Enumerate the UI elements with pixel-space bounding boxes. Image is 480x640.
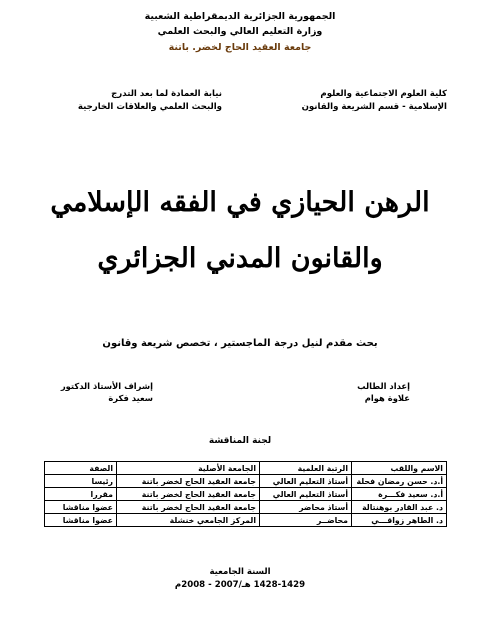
student-name: علاوة هوام <box>364 393 410 403</box>
university-name: جامعة العقيد الحاج لخضر. باتنة <box>168 42 312 53</box>
student-block <box>357 380 410 404</box>
member-name: د. عبد القادر بوهنتالة <box>352 501 447 514</box>
member-role: مقررا <box>45 488 117 501</box>
member-university: جامعة العقيد الحاج لخضر باتنة <box>117 488 260 501</box>
supervisor-block <box>61 380 153 404</box>
member-university: جامعة العقيد الحاج لخضر باتنة <box>117 475 260 488</box>
thesis-subtitle: بحث مقدم لنيل درجة الماجستير ، تخصص شريعة وقانون <box>102 338 378 349</box>
member-role: رئيسا <box>45 475 117 488</box>
member-role: عضوا مناقشا <box>45 514 117 527</box>
committee-row <box>45 501 447 514</box>
member-name: أ.د. سعيد فكـــرة <box>352 488 447 501</box>
member-university: جامعة العقيد الحاج لخضر باتنة <box>117 501 260 514</box>
committee-header-name: الاسم واللقب <box>352 462 447 475</box>
thesis-title-line-2: والقانون المدني الجزائري <box>97 243 383 274</box>
member-rank: أستاذ التعليم العالي <box>260 475 352 488</box>
ministry-name: وزارة التعليم العالي والبحث العلمي <box>157 26 323 37</box>
republic-name: الجمهورية الجزائرية الديمقراطية الشعبية <box>144 11 336 22</box>
committee-header-rank: الرتبة العلمية <box>260 462 352 475</box>
member-role: عضوا مناقشا <box>45 501 117 514</box>
committee-row <box>45 514 447 527</box>
committee-row <box>45 488 447 501</box>
deanship-line-2: والبحث العلمي والعلاقات الخارجية <box>77 102 222 112</box>
member-rank: أستاذ محاضر <box>260 501 352 514</box>
member-name: د. الطاهر زواقـــي <box>352 514 447 527</box>
academic-year-label: السنة الجامعية <box>209 567 271 577</box>
supervisor-label: إشراف الأستاذ الدكتور <box>60 381 153 391</box>
committee-header-role: الصفة <box>45 462 117 475</box>
deanship-line-1: نيابة العمادة لما بعد التدرج <box>111 89 222 99</box>
committee-row <box>45 475 447 488</box>
member-rank: أستاذ التعليم العالي <box>260 488 352 501</box>
faculty-line-2: الإسلامية - قسم الشريعة والقانون <box>301 102 447 112</box>
student-label: إعداد الطالب <box>357 381 410 391</box>
faculty-line-1: كلية العلوم الاجتماعية والعلوم <box>320 89 447 99</box>
deanship-block <box>78 88 222 114</box>
supervisor-name: سعيد فكرة <box>108 393 153 403</box>
faculty-block <box>302 88 447 114</box>
committee-label: لجنة المناقشة <box>208 436 272 446</box>
academic-year-range: 1428-1429 هـ/2007 - 2008م <box>174 580 306 590</box>
committee-header-university: الجامعة الأصلية <box>117 462 260 475</box>
thesis-title-line-1: الرهن الحيازي في الفقه الإسلامي <box>50 187 430 218</box>
member-name: أ.د. حسن رمضان فحلة <box>352 475 447 488</box>
committee-header-row <box>45 462 447 475</box>
committee-table <box>44 461 447 527</box>
member-university: المركز الجامعي خنشلة <box>117 514 260 527</box>
member-rank: محاضــر <box>260 514 352 527</box>
